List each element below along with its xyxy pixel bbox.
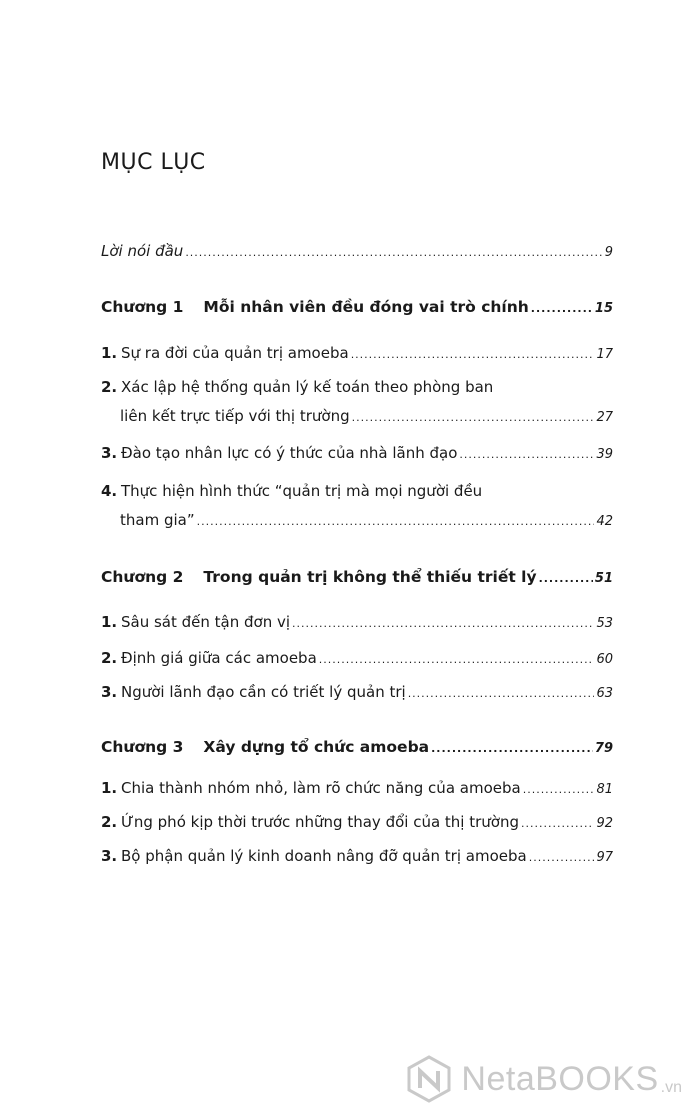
dot-leader — [351, 344, 595, 366]
page-number: 97 — [596, 850, 613, 865]
toc-entry-1-2-line1[interactable] — [101, 376, 613, 398]
dot-leader — [459, 444, 594, 466]
toc-entry-text: Chia thành nhóm nhỏ, làm rõ chức năng của amoeba — [121, 779, 521, 797]
chapter-label: Chương 1 — [101, 298, 184, 316]
page-number: 15 — [594, 301, 613, 316]
toc-entry-3-3[interactable] — [101, 845, 613, 869]
toc-entry-text: Sâu sát đến tận đơn vị — [121, 613, 291, 631]
chapter-label: Chương 2 — [101, 568, 184, 586]
toc-entry-text: Xác lập hệ thống quản lý kế toán theo phòng ban — [121, 378, 494, 396]
dot-leader — [319, 649, 595, 671]
toc-entry-1-2[interactable] — [101, 405, 613, 429]
watermark-brand: NetaBOOKS — [461, 1059, 659, 1098]
toc-entry-2-2[interactable] — [101, 647, 613, 671]
chapter-title: Mỗi nhân viên đều đóng vai trò chính — [203, 298, 529, 316]
toc-entry-text: tham gia” — [120, 511, 195, 529]
toc-entry-1-1[interactable] — [101, 342, 613, 366]
toc-entry-1-3[interactable] — [101, 442, 613, 466]
toc-entry-text: Ứng phó kịp thời trước những thay đổi của thị trường — [121, 813, 520, 831]
page-number: 17 — [596, 347, 613, 362]
page-number: 42 — [596, 514, 613, 529]
dot-leader — [352, 407, 595, 429]
entry-number: 1. — [101, 344, 118, 362]
dot-leader — [292, 613, 594, 635]
toc-entry-text: Thực hiện hình thức “quản trị mà mọi người đều — [121, 482, 483, 500]
page-number: 63 — [596, 686, 613, 701]
dot-leader — [521, 813, 594, 835]
chapter-label: Chương 3 — [101, 738, 184, 756]
toc-entry-text: Người lãnh đạo cần có triết lý quản trị — [121, 683, 406, 701]
dot-leader — [431, 738, 593, 760]
page-number: 92 — [596, 816, 613, 831]
entry-number: 2. — [101, 649, 118, 667]
entry-number: 1. — [101, 779, 118, 797]
toc-entry-3-2[interactable] — [101, 811, 613, 835]
entry-number: 2. — [101, 378, 118, 396]
toc-entry-text: Bộ phận quản lý kinh doanh nâng đỡ quản trị amoeba — [121, 847, 527, 865]
page-number: 9 — [604, 245, 613, 260]
chapter-title: Xây dựng tổ chức amoeba — [203, 738, 430, 756]
entry-number: 2. — [101, 813, 118, 831]
toc-entry-1-4-line1[interactable] — [101, 480, 613, 502]
dot-leader — [197, 511, 595, 533]
entry-number: 3. — [101, 444, 118, 462]
toc-entry-text: Lời nói đầu — [101, 242, 184, 260]
page-title: MỤC LỤC — [101, 150, 206, 175]
page-number: 27 — [596, 410, 613, 425]
dot-leader — [408, 683, 595, 705]
toc-entry-preface[interactable] — [101, 240, 613, 264]
dot-leader — [539, 568, 593, 590]
page-number: 39 — [596, 447, 613, 462]
toc-chapter-3[interactable] — [101, 736, 613, 760]
netabooks-logo-icon — [405, 1055, 453, 1103]
toc-entry-text: Sự ra đời của quản trị amoeba — [121, 344, 349, 362]
page-number: 53 — [596, 616, 613, 631]
toc-entry-2-1[interactable] — [101, 611, 613, 635]
toc-entry-3-1[interactable] — [101, 777, 613, 801]
toc-entry-2-3[interactable] — [101, 681, 613, 705]
page-number: 79 — [594, 741, 613, 756]
page-number: 81 — [596, 782, 613, 797]
watermark — [405, 1055, 682, 1103]
toc-chapter-2[interactable] — [101, 566, 613, 590]
page-number: 60 — [596, 652, 613, 667]
entry-number: 4. — [101, 482, 118, 500]
entry-number: 3. — [101, 683, 118, 701]
dot-leader — [523, 779, 595, 801]
toc-entry-1-4[interactable] — [101, 509, 613, 533]
dot-leader — [531, 298, 593, 320]
page-number: 51 — [594, 571, 613, 586]
dot-leader — [529, 847, 595, 869]
dot-leader — [185, 242, 602, 264]
entry-number: 3. — [101, 847, 118, 865]
entry-number: 1. — [101, 613, 118, 631]
chapter-title: Trong quản trị không thể thiếu triết lý — [203, 568, 537, 586]
toc-chapter-1[interactable] — [101, 296, 613, 320]
toc-entry-text: liên kết trực tiếp với thị trường — [120, 407, 350, 425]
toc-entry-text: Định giá giữa các amoeba — [121, 649, 317, 667]
watermark-suffix: .vn — [660, 1079, 682, 1096]
toc-entry-text: Đào tạo nhân lực có ý thức của nhà lãnh đạo — [121, 444, 458, 462]
